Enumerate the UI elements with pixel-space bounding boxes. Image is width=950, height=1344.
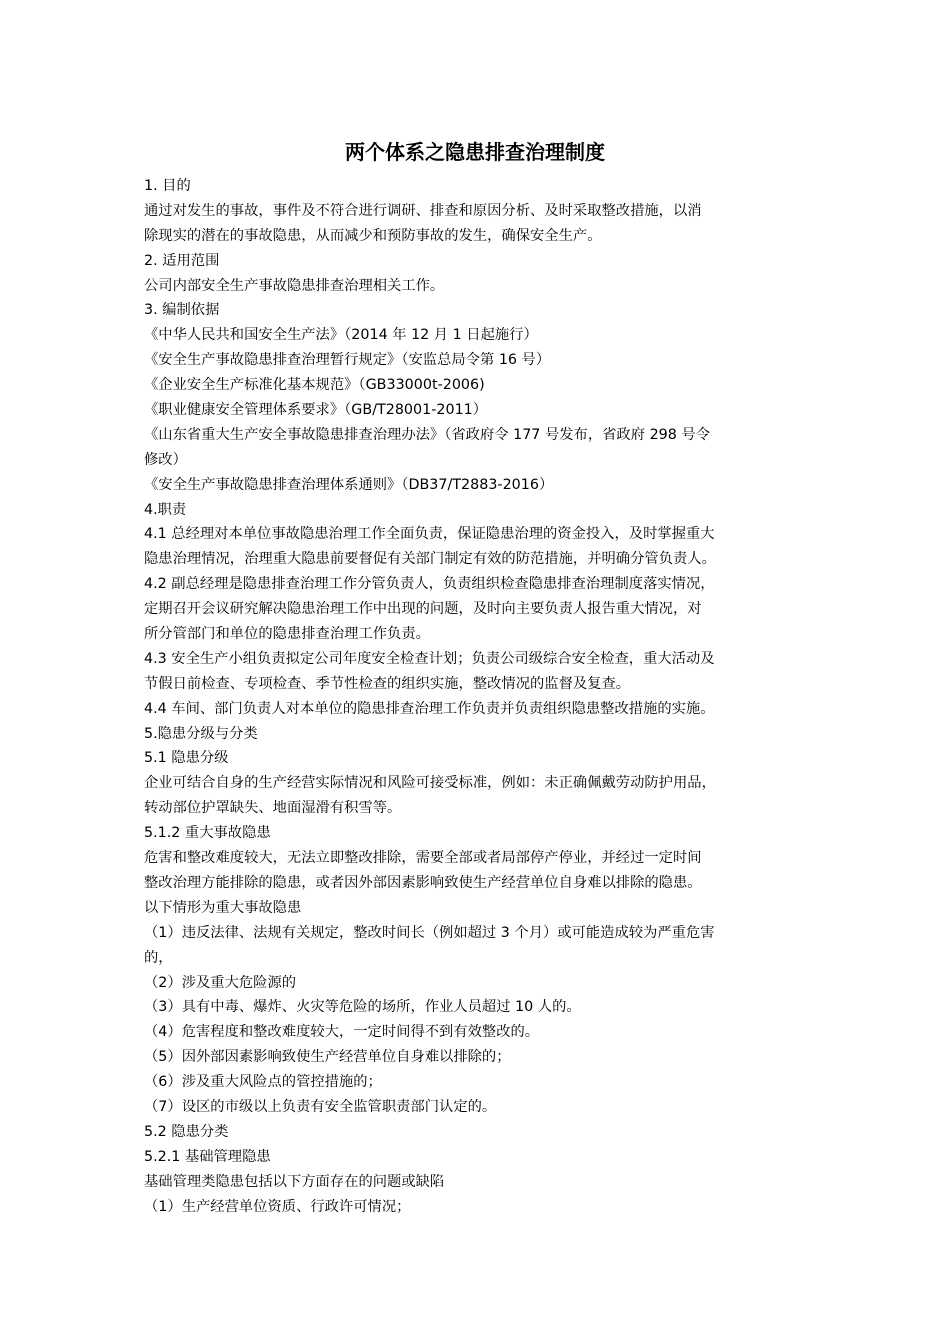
text-line: （4）危害程度和整改难度较大，一定时间得不到有效整改的。	[144, 1024, 540, 1041]
text-line: 隐患治理情况，治理重大隐患前要督促有关部门制定有效的防范措施，并明确分管负责人。	[144, 551, 716, 568]
text-line: （5）因外部因素影响致使生产经营单位自身难以排除的；	[144, 1049, 511, 1066]
text-line: 5.2 隐患分类	[144, 1123, 229, 1140]
text-line: 5.隐患分级与分类	[144, 725, 258, 742]
text-line: 《安全生产事故隐患排查治理体系通则》（DB37/T2883-2016）	[144, 476, 554, 493]
text-line: 危害和整改难度较大，无法立即整改排除，需要全部或者局部停产停业，并经过一定时间	[144, 850, 702, 867]
text-line: （3）具有中毒、爆炸、火灾等危险的场所，作业人员超过 10 人的。	[144, 999, 581, 1016]
document-body	[144, 174, 810, 1219]
text-line: 公司内部安全生产事故隐患排查治理相关工作。	[144, 277, 445, 294]
text-line: 通过对发生的事故，事件及不符合进行调研、排查和原因分析、及时采取整改措施，以消	[144, 202, 702, 219]
text-line: （1）违反法律、法规有关规定，整改时间长（例如超过 3 个月）或可能造成较为严重危害	[144, 924, 715, 941]
text-line: 4.1 总经理对本单位事故隐患治理工作全面负责，保证隐患治理的资金投入，及时掌握重大	[144, 526, 715, 543]
text-line: 《山东省重大生产安全事故隐患排查治理办法》（省政府令 177 号发布，省政府 298 号令	[144, 426, 710, 443]
text-line: 4.3 安全生产小组负责拟定公司年度安全检查计划；负责公司级综合安全检查，重大活动及	[144, 650, 715, 667]
text-line: （6）涉及重大风险点的管控措施的；	[144, 1074, 382, 1091]
text-line: 《职业健康安全管理体系要求》（GB/T28001-2011）	[144, 402, 488, 419]
text-line: 修改）	[144, 451, 187, 468]
text-line: 基础管理类隐患包括以下方面存在的问题或缺陷	[144, 1173, 445, 1190]
text-line: 4.2 副总经理是隐患排查治理工作分管负责人，负责组织检查隐患排查治理制度落实情况，	[144, 576, 715, 593]
text-line: 4.职责	[144, 501, 187, 518]
text-line: 除现实的潜在的事故隐患，从而减少和预防事故的发生，确保安全生产。	[144, 227, 602, 244]
text-line: 5.2.1 基础管理隐患	[144, 1148, 271, 1165]
text-line: 《企业安全生产标准化基本规范》（GB33000t-2006)	[144, 377, 485, 394]
text-line: （2）涉及重大危险源的	[144, 974, 297, 991]
text-line: 3. 编制依据	[144, 302, 220, 319]
text-line: 《安全生产事故隐患排查治理暂行规定》（安监总局令第 16 号）	[144, 352, 551, 369]
text-line: 整改治理方能排除的隐患，或者因外部因素影响致使生产经营单位自身难以排除的隐患。	[144, 874, 702, 891]
text-line: 以下情形为重大事故隐患	[144, 899, 302, 916]
text-line: 5.1 隐患分级	[144, 750, 229, 767]
text-line: 的，	[144, 949, 173, 966]
text-line: 节假日前检查、专项检查、季节性检查的组织实施，整改情况的监督及复查。	[144, 675, 631, 692]
text-line: 4.4 车间、部门负责人对本单位的隐患排查治理工作负责并负责组织隐患整改措施的实施。	[144, 700, 715, 717]
text-line: 《中华人民共和国安全生产法》（2014 年 12 月 1 日起施行）	[144, 327, 538, 344]
text-line: （7）设区的市级以上负责有安全监管职责部门认定的。	[144, 1098, 497, 1115]
text-line: 定期召开会议研究解决隐患治理工作中出现的问题，及时向主要负责人报告重大情况，对	[144, 601, 702, 618]
document-title: 两个体系之隐患排查治理制度	[345, 140, 605, 164]
text-line: 转动部位护罩缺失、地面湿滑有积雪等。	[144, 800, 402, 817]
text-line: 2. 适用范围	[144, 252, 220, 269]
text-line: （1）生产经营单位资质、行政许可情况；	[144, 1198, 411, 1215]
text-line: 企业可结合自身的生产经营实际情况和风险可接受标准，例如：未正确佩戴劳动防护用品，	[144, 775, 716, 792]
text-line: 1. 目的	[144, 178, 191, 194]
text-line: 所分管部门和单位的隐患排查治理工作负责。	[144, 626, 430, 643]
text-line: 5.1.2 重大事故隐患	[144, 825, 271, 842]
